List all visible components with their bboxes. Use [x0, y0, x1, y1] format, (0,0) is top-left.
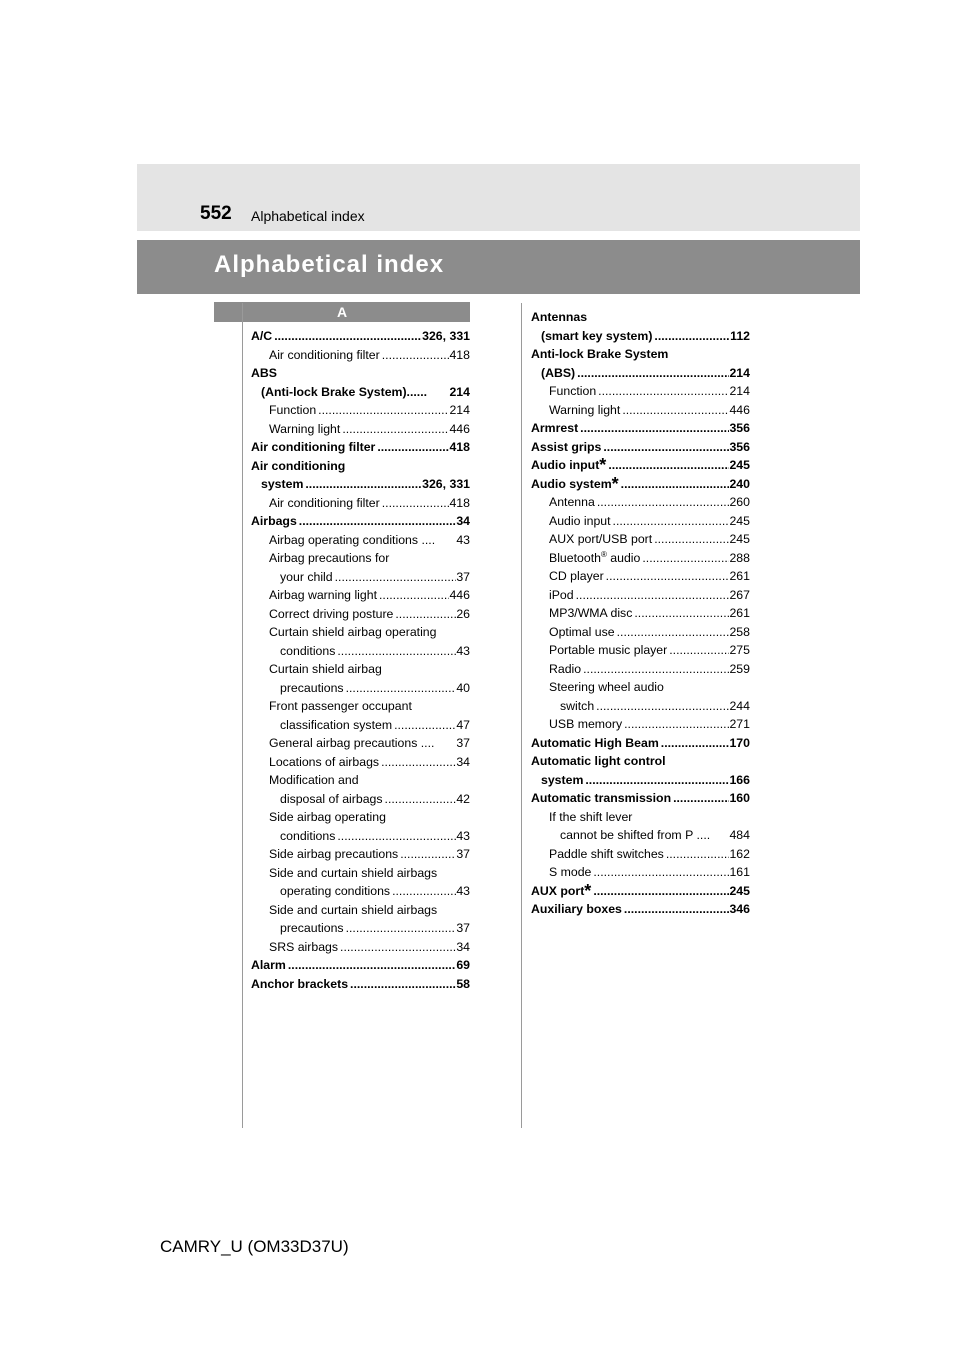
index-entry-term: Auxiliary boxes	[531, 902, 622, 916]
index-entry	[531, 771, 750, 790]
leader-dots	[596, 382, 729, 401]
index-entry	[531, 401, 750, 420]
index-entry-page: 244	[729, 698, 750, 713]
index-entry-page: 326, 331	[422, 329, 470, 343]
index-entry-term: Airbag operating conditions ....	[269, 532, 436, 547]
index-entry-term: Optimal use	[549, 624, 615, 639]
index-entry	[531, 604, 750, 623]
index-entry-term: Warning light	[549, 402, 621, 417]
index-entry-term: Air conditioning filter	[269, 347, 380, 362]
index-entry	[531, 808, 750, 827]
index-entry-page: 245	[729, 532, 750, 546]
index-entry-term: precautions	[280, 921, 344, 935]
page-title: Alphabetical index	[214, 251, 445, 278]
index-entry	[531, 419, 750, 438]
index-entry	[251, 438, 470, 457]
leader-dots	[316, 401, 449, 420]
index-entry	[531, 697, 750, 716]
index-entry-term: Anchor brackets	[251, 976, 349, 991]
index-entry-term: your child	[280, 569, 333, 584]
index-entry	[531, 734, 750, 753]
index-entry	[251, 697, 470, 716]
leader-dots	[297, 512, 457, 531]
index-entry-term: Function	[549, 384, 597, 398]
index-entry	[251, 457, 470, 476]
index-entry-page: 37	[456, 921, 470, 935]
index-entry	[251, 642, 470, 661]
index-entry-term: AUX port*	[531, 880, 592, 901]
index-entry	[531, 660, 750, 679]
index-entry-page: 446	[729, 402, 750, 417]
index-entry	[531, 327, 750, 346]
leader-dots	[632, 604, 729, 623]
index-entry-term: (smart key system)	[541, 328, 653, 343]
leader-dots	[393, 605, 456, 624]
leader-dots	[601, 438, 729, 457]
header-band	[137, 164, 860, 231]
leader-dots	[380, 494, 450, 513]
leader-dots	[383, 790, 457, 809]
index-entry	[531, 512, 750, 531]
index-entry-page: 275	[729, 643, 750, 657]
index-entry-page: 346	[729, 902, 750, 916]
index-entry-page: 160	[729, 791, 750, 805]
index-entry-page: 58	[456, 976, 470, 991]
index-entry-page: 259	[729, 661, 750, 676]
index-entry-page: 271	[729, 717, 750, 731]
index-entry-page: 40	[456, 680, 470, 695]
index-entry	[531, 382, 750, 401]
index-entry	[251, 568, 470, 587]
index-entry-page: 240	[729, 476, 750, 491]
index-entry-page: 261	[729, 606, 750, 620]
index-entry-page: 446	[449, 421, 470, 436]
index-entry	[531, 493, 750, 512]
index-entry-term: disposal of airbags	[280, 791, 383, 806]
index-entry-term: Anti-lock Brake System	[531, 347, 669, 361]
index-entry-term: (ABS)	[541, 365, 576, 380]
index-entry	[251, 494, 470, 513]
index-entry-term: Paddle shift switches	[549, 846, 664, 861]
page-number: 552	[200, 203, 232, 224]
index-entry	[251, 679, 470, 698]
index-entry-term: system	[261, 477, 304, 491]
index-entry	[531, 530, 750, 549]
index-column-left	[251, 327, 470, 993]
index-entry	[251, 771, 470, 790]
index-entry-page: 161	[729, 865, 750, 879]
index-entry-page: 43	[456, 884, 470, 898]
index-entry	[531, 308, 750, 327]
index-entry-term: ABS	[251, 366, 277, 380]
index-entry	[251, 346, 470, 365]
leader-dots	[581, 660, 729, 679]
index-entry-page: 446	[449, 588, 470, 602]
index-entry	[251, 919, 470, 938]
index-entry-term: Air conditioning	[251, 458, 346, 473]
index-entry	[531, 752, 750, 771]
index-entry-term: Modification and	[269, 773, 359, 787]
leader-dots	[604, 567, 730, 586]
leader-dots	[652, 327, 730, 346]
leader-dots	[338, 938, 456, 957]
index-entry	[251, 975, 470, 994]
index-entry	[251, 549, 470, 568]
leader-dots	[392, 716, 456, 735]
index-entry-term: Bluetooth® audio	[549, 549, 641, 565]
index-entry-page: 112	[730, 328, 750, 343]
leader-dots	[595, 493, 730, 512]
leader-dots	[659, 734, 730, 753]
leader-dots	[575, 364, 729, 383]
index-entry	[251, 790, 470, 809]
asterisk-mark: *	[611, 473, 619, 494]
index-entry-page: 37	[456, 847, 470, 861]
leader-dots	[390, 882, 456, 901]
index-entry	[251, 956, 470, 975]
index-entry	[531, 438, 750, 457]
index-entry-page: 245	[729, 883, 750, 898]
index-entry	[251, 475, 470, 494]
index-entry-term: S mode	[549, 865, 592, 879]
leader-dots	[272, 327, 422, 346]
index-entry-page: 245	[729, 458, 750, 472]
index-entry-page: 34	[456, 754, 470, 769]
index-entry	[531, 345, 750, 364]
asterisk-mark: *	[584, 880, 592, 901]
index-entry	[251, 531, 470, 550]
index-entry	[251, 420, 470, 439]
index-entry-term: SRS airbags	[269, 939, 339, 954]
index-entry-page: 166	[729, 772, 750, 787]
leader-dots	[377, 586, 449, 605]
index-entry-term: Curtain shield airbag operating	[269, 625, 437, 639]
index-entry	[251, 586, 470, 605]
index-entry	[251, 845, 470, 864]
leader-dots	[335, 642, 456, 661]
leader-dots	[344, 919, 457, 938]
index-entry-term: Automatic High Beam	[531, 735, 659, 750]
index-entry	[531, 715, 750, 734]
index-entry-page: 34	[456, 514, 470, 528]
index-entry-term: Airbag precautions for	[269, 551, 390, 565]
index-entry	[251, 716, 470, 735]
index-entry-term: system	[541, 772, 584, 787]
index-entry-page: 26	[456, 606, 470, 621]
index-entry-term: General airbag precautions ....	[269, 736, 435, 750]
index-entry-term: Automatic light control	[531, 754, 666, 768]
index-entry-term: Radio	[549, 661, 582, 676]
index-entry	[531, 475, 750, 494]
leader-dots	[348, 975, 456, 994]
index-entry-page: 214	[729, 384, 750, 398]
index-entry-page: 356	[729, 421, 750, 435]
index-entry-page: 418	[449, 347, 470, 362]
leader-dots	[574, 586, 730, 605]
index-entry-page: 418	[449, 495, 470, 510]
index-entry-term: Antennas	[531, 310, 588, 324]
leader-dots	[398, 845, 456, 864]
leader-dots	[340, 420, 449, 439]
index-entry-page: 214	[449, 384, 470, 399]
index-entry	[531, 567, 750, 586]
index-entry-term: MP3/WMA disc	[549, 606, 633, 620]
leader-dots	[619, 475, 730, 494]
index-entry-page: 37	[456, 569, 470, 584]
index-entry-term: Audio input*	[531, 455, 607, 475]
index-entry-term: Side airbag operating	[269, 810, 386, 824]
index-entry-page: 326, 331	[422, 477, 470, 491]
index-entry	[531, 678, 750, 697]
index-entry-term: Correct driving posture	[269, 606, 394, 621]
leader-dots	[622, 715, 729, 734]
leader-dots	[379, 753, 456, 772]
index-entry	[251, 753, 470, 772]
index-entry-page: 245	[729, 513, 750, 528]
index-entry	[251, 901, 470, 920]
index-entry-page: 267	[729, 587, 750, 602]
index-entry-page: 34	[456, 939, 470, 954]
index-entry-term: A/C	[251, 329, 273, 343]
column-rule-left	[242, 303, 243, 1128]
index-entry-term: Side airbag precautions	[269, 847, 399, 861]
index-entry-page: 484	[729, 828, 750, 842]
index-entry	[251, 383, 470, 402]
index-entry	[251, 734, 470, 753]
index-entry-term: Assist grips	[531, 439, 602, 454]
index-entry-term: Automatic transmission	[531, 791, 672, 805]
index-entry	[531, 364, 750, 383]
index-entry-page: 261	[729, 569, 750, 583]
index-entry-term: Side and curtain shield airbags	[269, 902, 438, 917]
index-entry-term: If the shift lever	[549, 809, 633, 824]
index-entry	[531, 863, 750, 882]
index-entry-term: Armrest	[531, 421, 579, 435]
leader-dots	[286, 956, 456, 975]
index-entry-term: Airbag warning light	[269, 588, 378, 602]
index-entry-page: 43	[456, 643, 470, 658]
leader-dots	[303, 475, 422, 494]
index-entry-term: precautions	[280, 680, 344, 695]
index-entry	[531, 900, 750, 919]
leader-dots	[335, 827, 456, 846]
leader-dots	[375, 438, 449, 457]
leader-dots	[333, 568, 457, 587]
index-entry-page: 43	[456, 828, 470, 843]
index-entry-term: USB memory	[549, 717, 623, 731]
leader-dots	[606, 456, 729, 475]
index-entry-term: conditions	[280, 828, 336, 843]
index-entry	[251, 882, 470, 901]
index-entry-term: Air conditioning filter	[269, 495, 380, 510]
index-entry-term: Warning light	[269, 421, 341, 436]
index-entry-page: 162	[729, 846, 750, 861]
index-entry	[251, 808, 470, 827]
leader-dots	[664, 845, 730, 864]
index-entry-page: 47	[456, 717, 470, 732]
leader-dots	[591, 882, 729, 901]
index-entry-page: 258	[729, 624, 750, 639]
index-entry-term: Portable music player	[549, 643, 668, 657]
index-entry-page: 69	[456, 958, 470, 972]
index-entry	[531, 845, 750, 864]
index-entry-term: Audio system*	[531, 473, 619, 494]
index-entry-term: conditions	[280, 643, 336, 658]
column-rule-middle	[521, 303, 522, 1128]
index-entry-term: operating conditions	[280, 884, 391, 898]
leader-dots	[578, 419, 729, 438]
leader-dots	[640, 549, 729, 568]
index-entry	[251, 623, 470, 642]
index-entry	[251, 327, 470, 346]
index-entry-page: 356	[729, 439, 750, 454]
index-entry-term: (Anti-lock Brake System)......	[261, 384, 428, 399]
section-letter-heading: A	[214, 302, 470, 322]
leader-dots	[652, 530, 729, 549]
index-entry-page: 214	[729, 365, 750, 380]
index-entry-term: classification system	[280, 717, 393, 732]
index-entry-term: Airbags	[251, 514, 297, 528]
index-entry-term: Front passenger occupant	[269, 699, 412, 713]
index-entry	[531, 623, 750, 642]
index-entry-term: Function	[269, 403, 317, 417]
leader-dots	[591, 863, 729, 882]
index-entry	[251, 512, 470, 531]
index-entry	[251, 864, 470, 883]
index-entry-term: Side and curtain shield airbags	[269, 865, 438, 880]
index-entry-term: Air conditioning filter	[251, 440, 376, 454]
index-entry-page: 170	[729, 735, 750, 750]
index-entry	[531, 789, 750, 808]
index-entry-term: Steering wheel audio	[549, 680, 664, 694]
footer-model-code: CAMRY_U (OM33D37U)	[160, 1237, 349, 1256]
leader-dots	[671, 789, 729, 808]
index-entry-term: Alarm	[251, 958, 286, 972]
index-entry-term: iPod	[549, 587, 574, 602]
leader-dots	[622, 900, 730, 919]
index-entry	[531, 456, 750, 475]
index-entry	[251, 605, 470, 624]
index-entry-page: 37	[456, 736, 470, 750]
registered-mark: ®	[600, 549, 607, 559]
index-entry-page: 42	[456, 791, 470, 806]
index-entry-term: CD player	[549, 569, 604, 583]
index-entry	[531, 882, 750, 901]
leader-dots	[344, 679, 457, 698]
leader-dots	[594, 697, 729, 716]
index-entry-term: Antenna	[549, 495, 595, 509]
index-column-right	[531, 308, 750, 919]
index-entry	[251, 938, 470, 957]
index-entry-page: 260	[729, 495, 750, 509]
index-entry-term: Locations of airbags	[269, 754, 380, 769]
asterisk-mark: *	[599, 455, 607, 475]
leader-dots	[667, 641, 729, 660]
index-entry-term: cannot be shifted from P ....	[560, 828, 711, 842]
index-entry	[251, 364, 470, 383]
index-entry	[531, 586, 750, 605]
leader-dots	[615, 623, 730, 642]
index-entry-term: switch	[560, 698, 595, 713]
leader-dots	[620, 401, 729, 420]
index-entry-page: 214	[449, 403, 470, 417]
index-entry	[251, 401, 470, 420]
index-entry-page: 43	[456, 532, 470, 547]
index-entry	[531, 549, 750, 568]
index-entry	[531, 826, 750, 845]
leader-dots	[611, 512, 730, 531]
index-entry-term: AUX port/USB port	[549, 532, 653, 546]
index-entry-term: Curtain shield airbag	[269, 662, 382, 676]
index-entry-page: 418	[449, 440, 470, 454]
index-entry	[251, 827, 470, 846]
leader-dots	[583, 771, 729, 790]
index-entry	[251, 660, 470, 679]
index-entry-term: Audio input	[549, 513, 611, 528]
leader-dots	[380, 346, 450, 365]
index-entry	[531, 641, 750, 660]
running-head: Alphabetical index	[251, 208, 365, 224]
index-entry-page: 288	[729, 550, 750, 565]
